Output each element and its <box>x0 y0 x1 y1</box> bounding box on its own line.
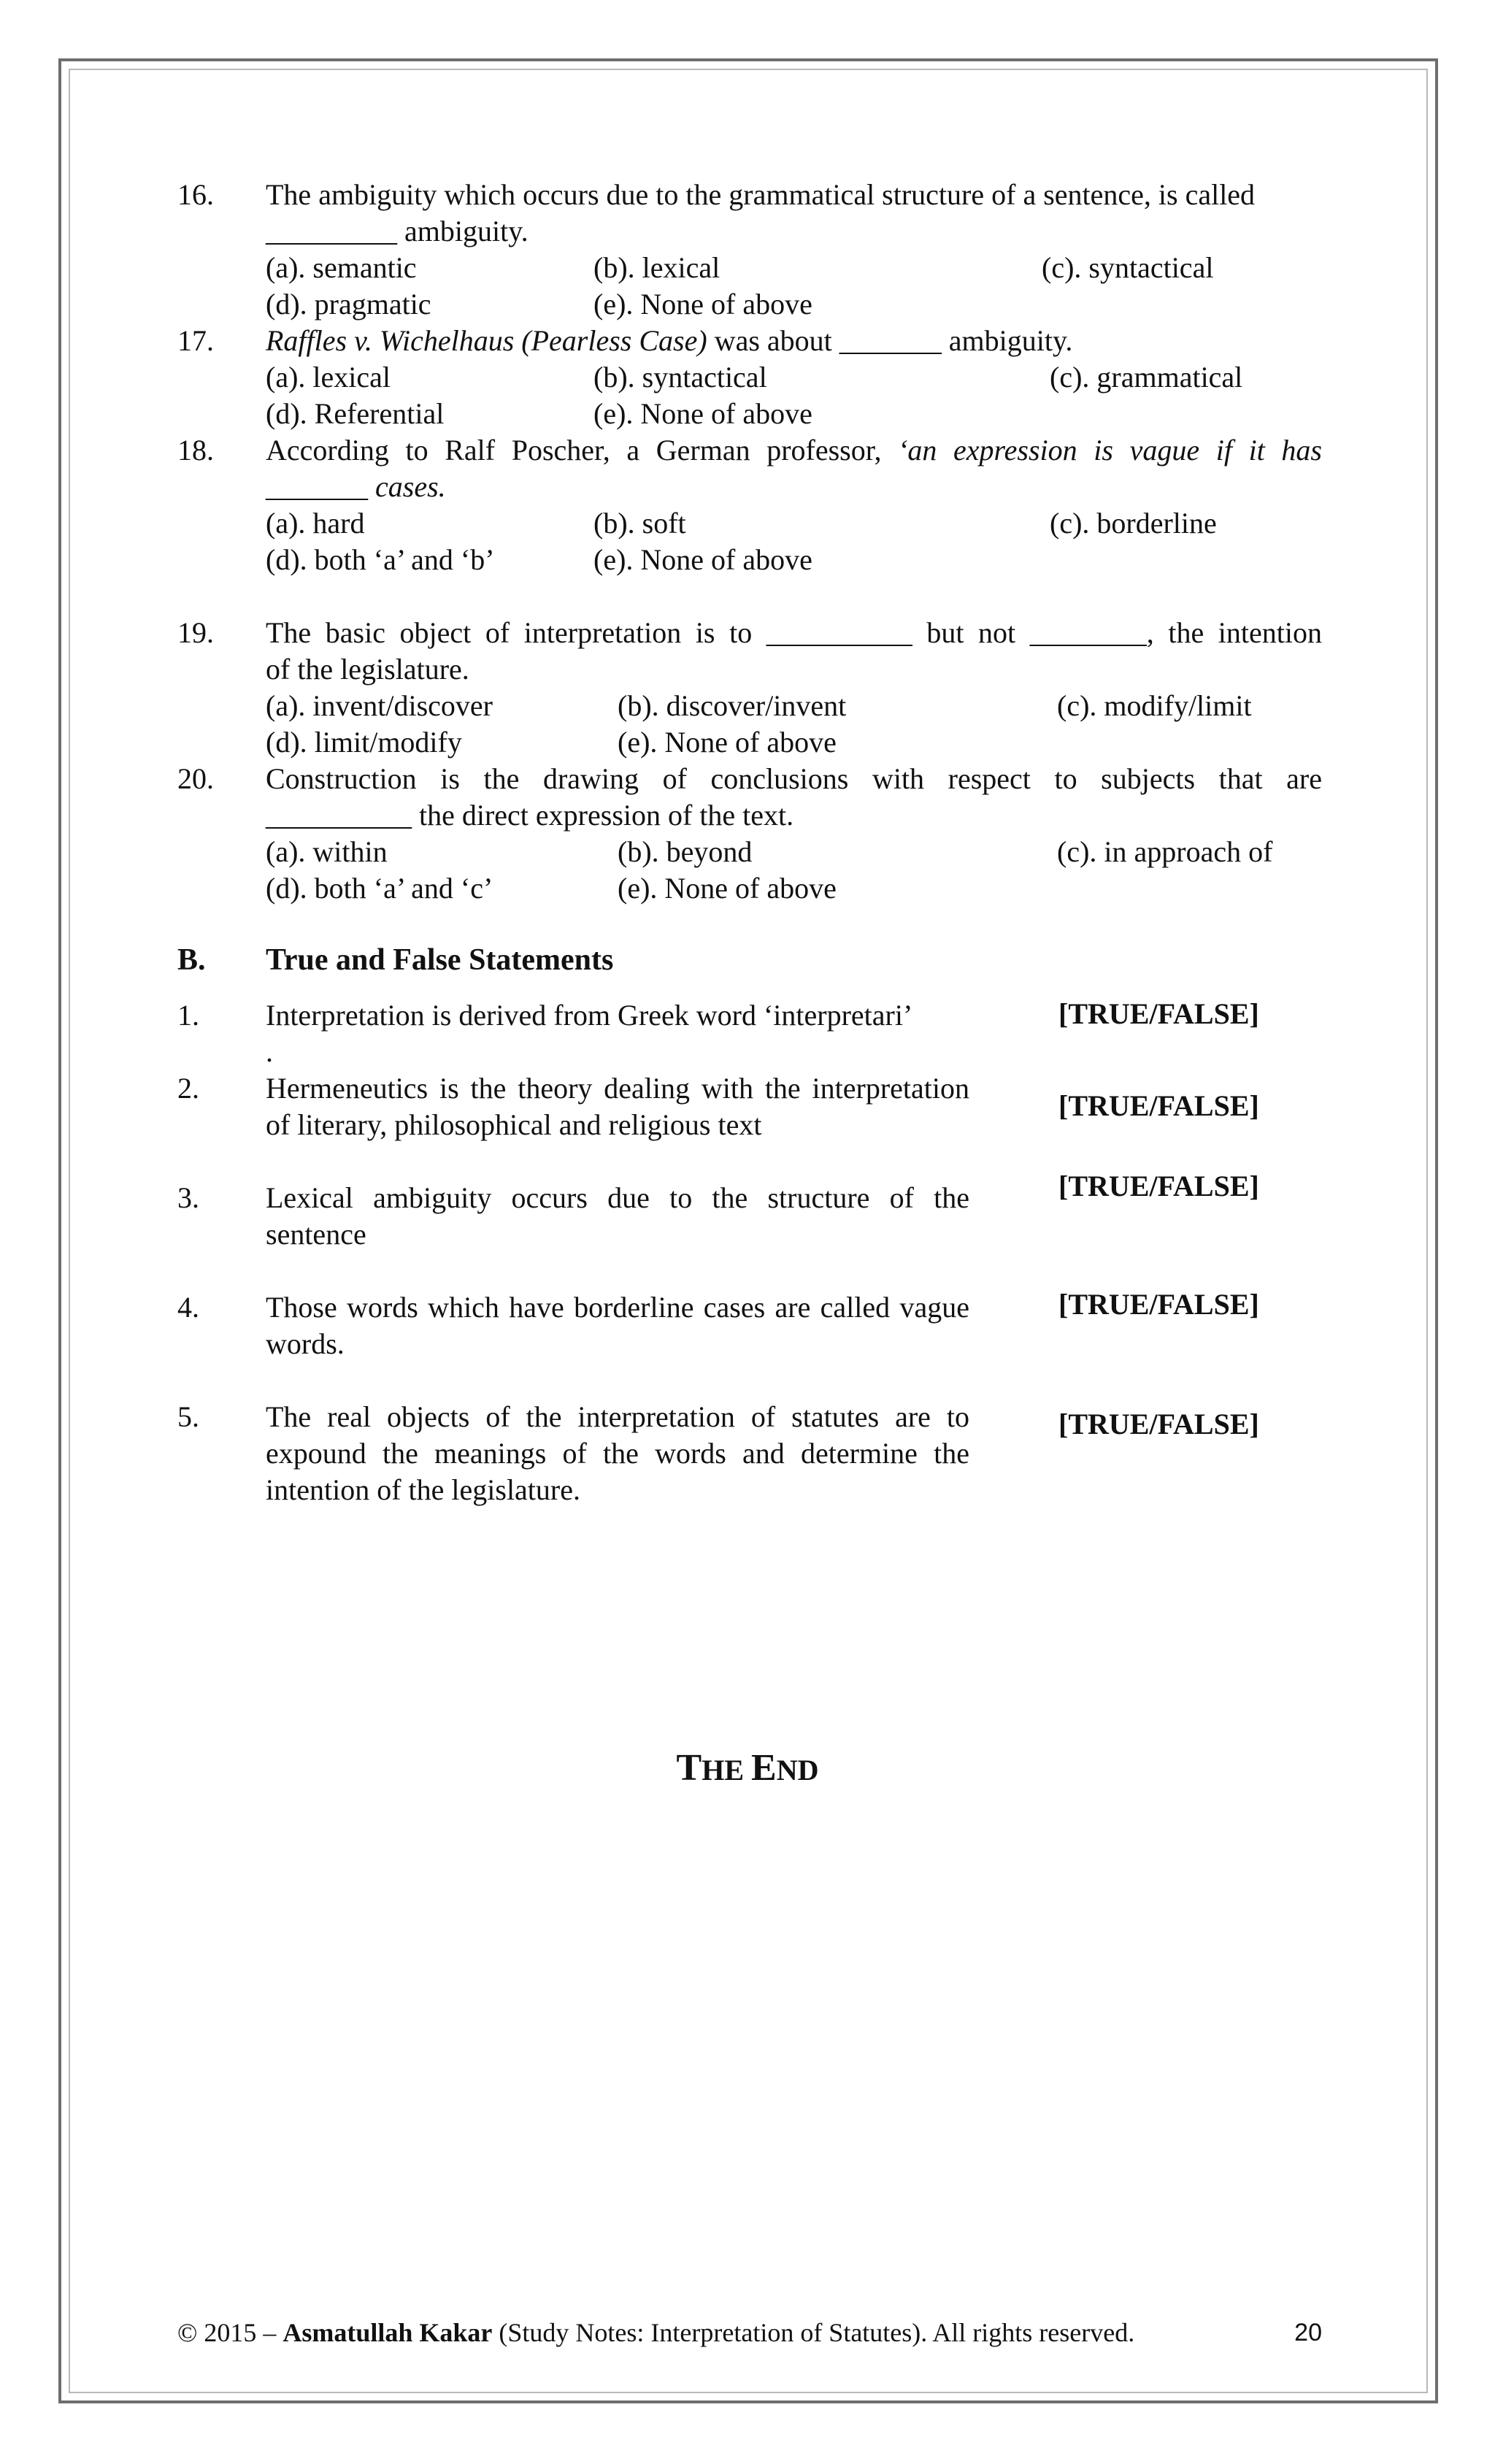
question-text <box>266 177 1322 250</box>
quotation: ‘an expression is vague if it has <box>898 434 1322 467</box>
option-a: (a). invent/discover <box>266 689 493 722</box>
option-e: (e). None of above <box>618 726 837 759</box>
question-number: 17. <box>177 324 214 357</box>
question-text-cont: __________ the direct expression of the text. <box>266 799 794 832</box>
spacer <box>177 578 1322 615</box>
true-false-answer: [TRUE/FALSE] <box>1058 997 1259 1030</box>
question-text <box>266 323 1322 359</box>
question-number: 16. <box>177 178 214 211</box>
options-row <box>177 688 1322 724</box>
question-17 <box>177 323 1322 359</box>
question-20 <box>177 761 1322 834</box>
page-number: 20 <box>1294 2319 1322 2346</box>
true-false-answer: [TRUE/FALSE] <box>1058 1089 1259 1122</box>
option-b: (b). discover/invent <box>618 689 847 722</box>
question-number: 18. <box>177 434 214 467</box>
option-e: (e). None of above <box>593 397 812 430</box>
author-name: Asmatullah Kakar <box>283 2318 493 2347</box>
options-row <box>177 505 1322 542</box>
option-c: (c). in approach of <box>1057 835 1273 868</box>
section-title: True and False Statements <box>266 943 614 977</box>
option-d: (d). limit/modify <box>266 726 462 759</box>
question-line: _________ ambiguity. <box>266 215 529 247</box>
option-b: (b). beyond <box>618 835 753 868</box>
question-19 <box>177 615 1322 688</box>
question-text <box>266 432 1322 469</box>
options-row <box>177 542 1322 578</box>
tf-item-4 <box>177 1289 1322 1362</box>
options-row <box>177 724 1322 761</box>
tf-item-2 <box>177 1070 1322 1143</box>
true-false-answer: [TRUE/FALSE] <box>1058 1170 1259 1202</box>
footer-rest: (Study Notes: Interpretation of Statutes). All rights reserved. <box>492 2318 1135 2347</box>
options-row <box>177 834 1322 870</box>
the-end-rest: HE <box>702 1754 751 1786</box>
option-c: (c). grammatical <box>1050 361 1243 394</box>
question-line: According to Ralf Poscher, a German professor, <box>266 434 899 467</box>
copyright-text: © 2015 – <box>177 2318 283 2347</box>
case-name: Raffles v. Wichelhaus (Pearless Case) <box>266 324 707 357</box>
tf-item-1 <box>177 997 1322 1070</box>
document-body <box>177 177 1322 1508</box>
statement-line: Interpretation is derived from Greek word ‘interpretari’ <box>266 999 913 1032</box>
option-b: (b). syntactical <box>593 361 767 394</box>
option-e: (e). None of above <box>593 543 812 576</box>
question-number: 20. <box>177 762 214 795</box>
question-text: The basic object of interpretation is to __________ but not ________, the intention <box>266 616 1322 649</box>
statement-trailing: . <box>266 1035 273 1068</box>
page-footer <box>177 2317 1322 2349</box>
statement: The real objects of the interpretation of statutes are to expound the meanings of the words and determine the intention of the legislature. <box>266 1400 969 1506</box>
option-b: (b). lexical <box>593 251 720 284</box>
the-end-heading <box>0 1746 1495 1789</box>
item-number: 4. <box>177 1291 199 1324</box>
section-letter: B. <box>177 943 206 977</box>
question-16 <box>177 177 1322 250</box>
the-end-initial: E <box>751 1747 777 1789</box>
statement <box>266 997 969 1070</box>
item-number: 5. <box>177 1400 199 1433</box>
option-d: (d). both ‘a’ and ‘b’ <box>266 543 495 576</box>
option-c: (c). modify/limit <box>1057 689 1252 722</box>
true-false-answer: [TRUE/FALSE] <box>1058 1408 1259 1440</box>
question-line: The ambiguity which occurs due to the grammatical structure of a sentence, is called <box>266 178 1256 211</box>
option-a: (a). semantic <box>266 251 417 284</box>
option-a: (a). within <box>266 835 388 868</box>
item-number: 2. <box>177 1072 199 1105</box>
statement: Lexical ambiguity occurs due to the structure of the sentence <box>266 1181 969 1251</box>
options-row <box>177 286 1322 323</box>
statement: Those words which have borderline cases are called vague words. <box>266 1291 969 1360</box>
options-row <box>177 396 1322 432</box>
option-c: (c). borderline <box>1050 507 1217 540</box>
tf-item-5 <box>177 1399 1322 1508</box>
statement: Hermeneutics is the theory dealing with the interpretation of literary, philosophical and religious text <box>266 1072 969 1141</box>
option-d: (d). pragmatic <box>266 288 431 321</box>
option-b: (b). soft <box>593 507 686 540</box>
options-row <box>177 870 1322 907</box>
option-d: (d). both ‘a’ and ‘c’ <box>266 872 493 905</box>
true-false-answer: [TRUE/FALSE] <box>1058 1288 1259 1321</box>
option-a: (a). hard <box>266 507 365 540</box>
options-row <box>177 250 1322 286</box>
tf-item-3 <box>177 1170 1322 1253</box>
question-text-cont <box>266 469 1322 505</box>
blank: _______ <box>266 470 368 503</box>
question-text: Construction is the drawing of conclusions with respect to subjects that are <box>266 762 1322 795</box>
question-text-cont: of the legislature. <box>266 653 469 686</box>
option-e: (e). None of above <box>593 288 812 321</box>
section-heading <box>177 942 1322 980</box>
option-e: (e). None of above <box>618 872 837 905</box>
quotation-end: cases. <box>368 470 446 503</box>
question-line: was about _______ ambiguity. <box>707 324 1073 357</box>
question-18 <box>177 432 1322 505</box>
option-d: (d). Referential <box>266 397 445 430</box>
option-c: (c). syntactical <box>1042 251 1214 284</box>
item-number: 3. <box>177 1181 199 1214</box>
item-number: 1. <box>177 999 199 1032</box>
the-end-rest: ND <box>776 1754 819 1786</box>
option-a: (a). lexical <box>266 361 391 394</box>
options-row <box>177 359 1322 396</box>
the-end-initial: T <box>676 1747 702 1789</box>
question-number: 19. <box>177 616 214 649</box>
